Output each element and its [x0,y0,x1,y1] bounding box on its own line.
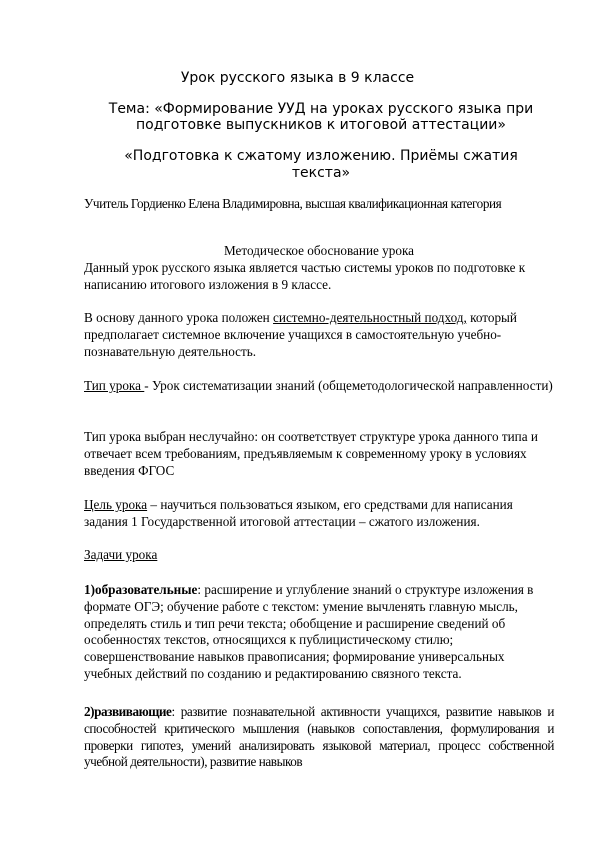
educational-text: : расширение и углубление знаний о структуре изложения в формате ОГЭ; обучение работе с текстом: умение вычленять главную мысль, определять стиль и тип речи текста; обобщение и расширение сведений об особенностях текстов, относящихся к публицистическому стилю; совершенствование навыков правописания; формирование универсальных учебных действий по созданию и редактированию связного текста. [84,582,534,681]
approach-paragraph [84,310,554,360]
lesson-type-label: Тип урока [84,378,145,393]
justification-heading: Методическое обоснование урока [223,243,415,258]
developing-paragraph [84,704,554,771]
goal-text: – научиться пользоваться языком, его средствами для написания задания 1 Государственной итоговой аттестации – сжатого изложения. [84,497,513,529]
lesson-theme: Тема: «Формирование УУД на уроках русского языка при подготовке выпускников к итоговой аттестации» [108,101,534,133]
approach-text-after: который предполагает системное включение учащихся в самостоятельную учебно-познавательную деятельность. [84,310,517,359]
lesson-type-text: - Урок систематизации знаний (общеметодологической направленности) [144,378,553,393]
educational-paragraph [84,582,554,683]
goal-paragraph [84,497,554,531]
lesson-type-paragraph [84,378,554,395]
tasks-heading: Задачи урока [84,547,158,562]
approach-text-before: В основу данного урока положен [84,310,274,325]
goal-label: Цель урока [84,497,148,512]
justification-text: Данный урок русского языка является частью системы уроков по подготовке к написанию итогового изложения в 9 классе. [84,260,526,292]
developing-label: 2)развивающие [84,704,172,719]
lesson-title: Урок русского языка в 9 классе [180,70,415,86]
type-reason-paragraph: Тип урока выбран неслучайно: он соответствует структуре урока данного типа и отвечает всем требованиям, предъявляемым к современному уроку в условиях введения ФГОС [84,429,538,478]
lesson-topic: «Подготовка к сжатому изложению. Приёмы сжатия текста» [124,148,518,181]
teacher-line: Учитель Гордиенко Елена Владимировна, высшая квалификационная категория [84,196,502,211]
developing-text: : развитие познавательной активности учащихся, развитие навыков и способностей критического мышления (навыков сопоставления, формулирования и проверки гипотез, умений анализировать языковой материал, процесс собственной учебной деятельности), развитие навыков [84,704,554,770]
educational-label: 1)образовательные [84,582,198,597]
approach-term: системно-деятельностный подход, [273,310,467,325]
